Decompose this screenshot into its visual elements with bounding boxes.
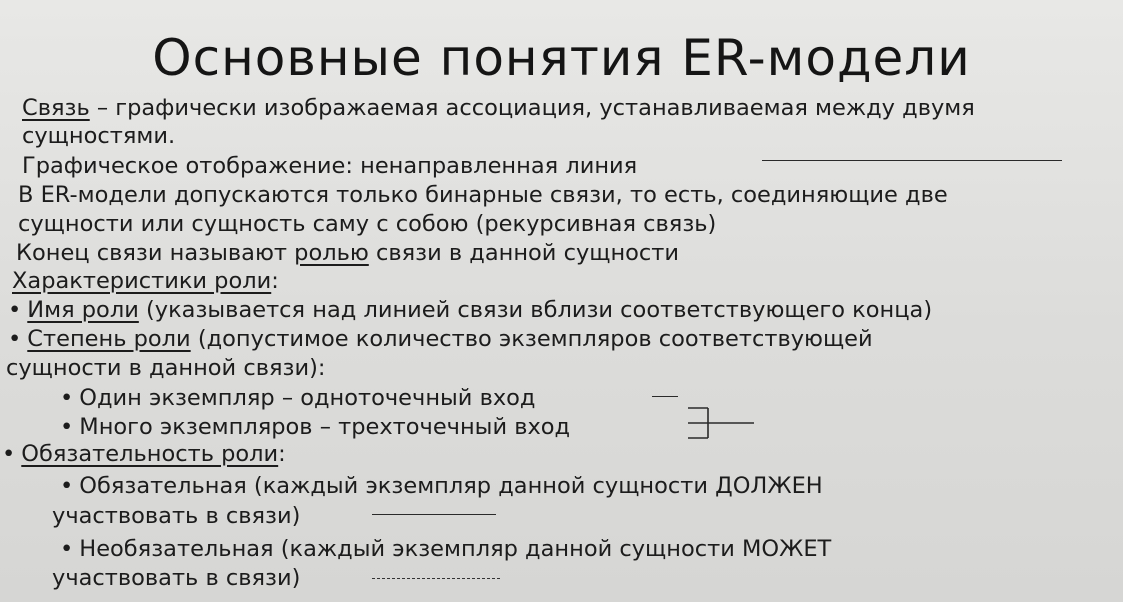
role-characteristics-heading — [12, 267, 279, 295]
optional-item — [60, 535, 831, 563]
term-link: Связь — [22, 95, 90, 121]
single-instance-text: Один экземпляр – одноточечный вход — [79, 385, 536, 411]
role-definition-text-b: связи в данной сущности — [368, 240, 680, 266]
many-instances-text: Много экземпляров – трехточечный вход — [79, 414, 571, 440]
term-role: ролью — [294, 240, 369, 266]
definition-link-continuation: сущностями. — [22, 123, 176, 149]
role-name-item — [8, 296, 932, 324]
heading-colon: : — [278, 441, 286, 467]
heading-colon: : — [271, 268, 279, 294]
solid-line-icon — [372, 514, 496, 515]
term-role-degree: Степень роли — [27, 326, 191, 352]
bullet-icon: • — [8, 297, 22, 323]
term-role-characteristics: Характеристики роли — [12, 268, 272, 294]
mandatory-text: Обязательная (каждый экземпляр данной сущности ДОЛЖЕН — [79, 473, 823, 499]
bullet-icon: • — [60, 385, 74, 411]
many-instances-item — [60, 413, 570, 441]
role-name-text: (указывается над линией связи вблизи соответствующего конца) — [138, 297, 933, 323]
dashed-line-icon — [372, 578, 500, 579]
bullet-icon: • — [8, 326, 22, 352]
definition-link-text: – графически изображаемая ассоциация, устанавливаемая между двумя — [89, 95, 975, 121]
undirected-line-icon — [762, 160, 1062, 161]
single-instance-item — [60, 384, 535, 412]
binary-links-line: В ER-модели допускаются только бинарные связи, то есть, соединяющие две — [18, 182, 948, 208]
slide-title: Основные понятия ER-модели — [152, 29, 971, 87]
optional-continuation: участвовать в связи) — [52, 565, 301, 591]
term-role-mandatory: Обязательность роли — [21, 441, 279, 467]
crows-foot-icon — [684, 404, 756, 442]
short-line-icon — [652, 396, 678, 397]
role-definition-text-a: Конец связи называют — [16, 240, 295, 266]
graphic-display-line: Графическое отображение: ненаправленная линия — [22, 153, 638, 179]
role-degree-text: (допустимое количество экземпляров соответствующей — [190, 326, 873, 352]
definition-link-line — [22, 94, 975, 122]
bullet-icon: • — [60, 414, 74, 440]
role-degree-item — [8, 325, 873, 353]
role-degree-continuation: сущности в данной связи): — [6, 355, 326, 381]
bullet-icon: • — [60, 473, 74, 499]
role-definition-line — [16, 239, 679, 267]
mandatory-item — [60, 472, 823, 500]
term-role-name: Имя роли — [27, 297, 139, 323]
bullet-icon: • — [60, 536, 74, 562]
optional-text: Необязательная (каждый экземпляр данной сущности МОЖЕТ — [79, 536, 832, 562]
mandatory-continuation: участвовать в связи) — [52, 503, 301, 529]
recursive-link-line: сущности или сущность саму с собою (рекурсивная связь) — [18, 211, 717, 237]
role-mandatory-heading — [2, 440, 286, 468]
bullet-icon: • — [2, 441, 16, 467]
